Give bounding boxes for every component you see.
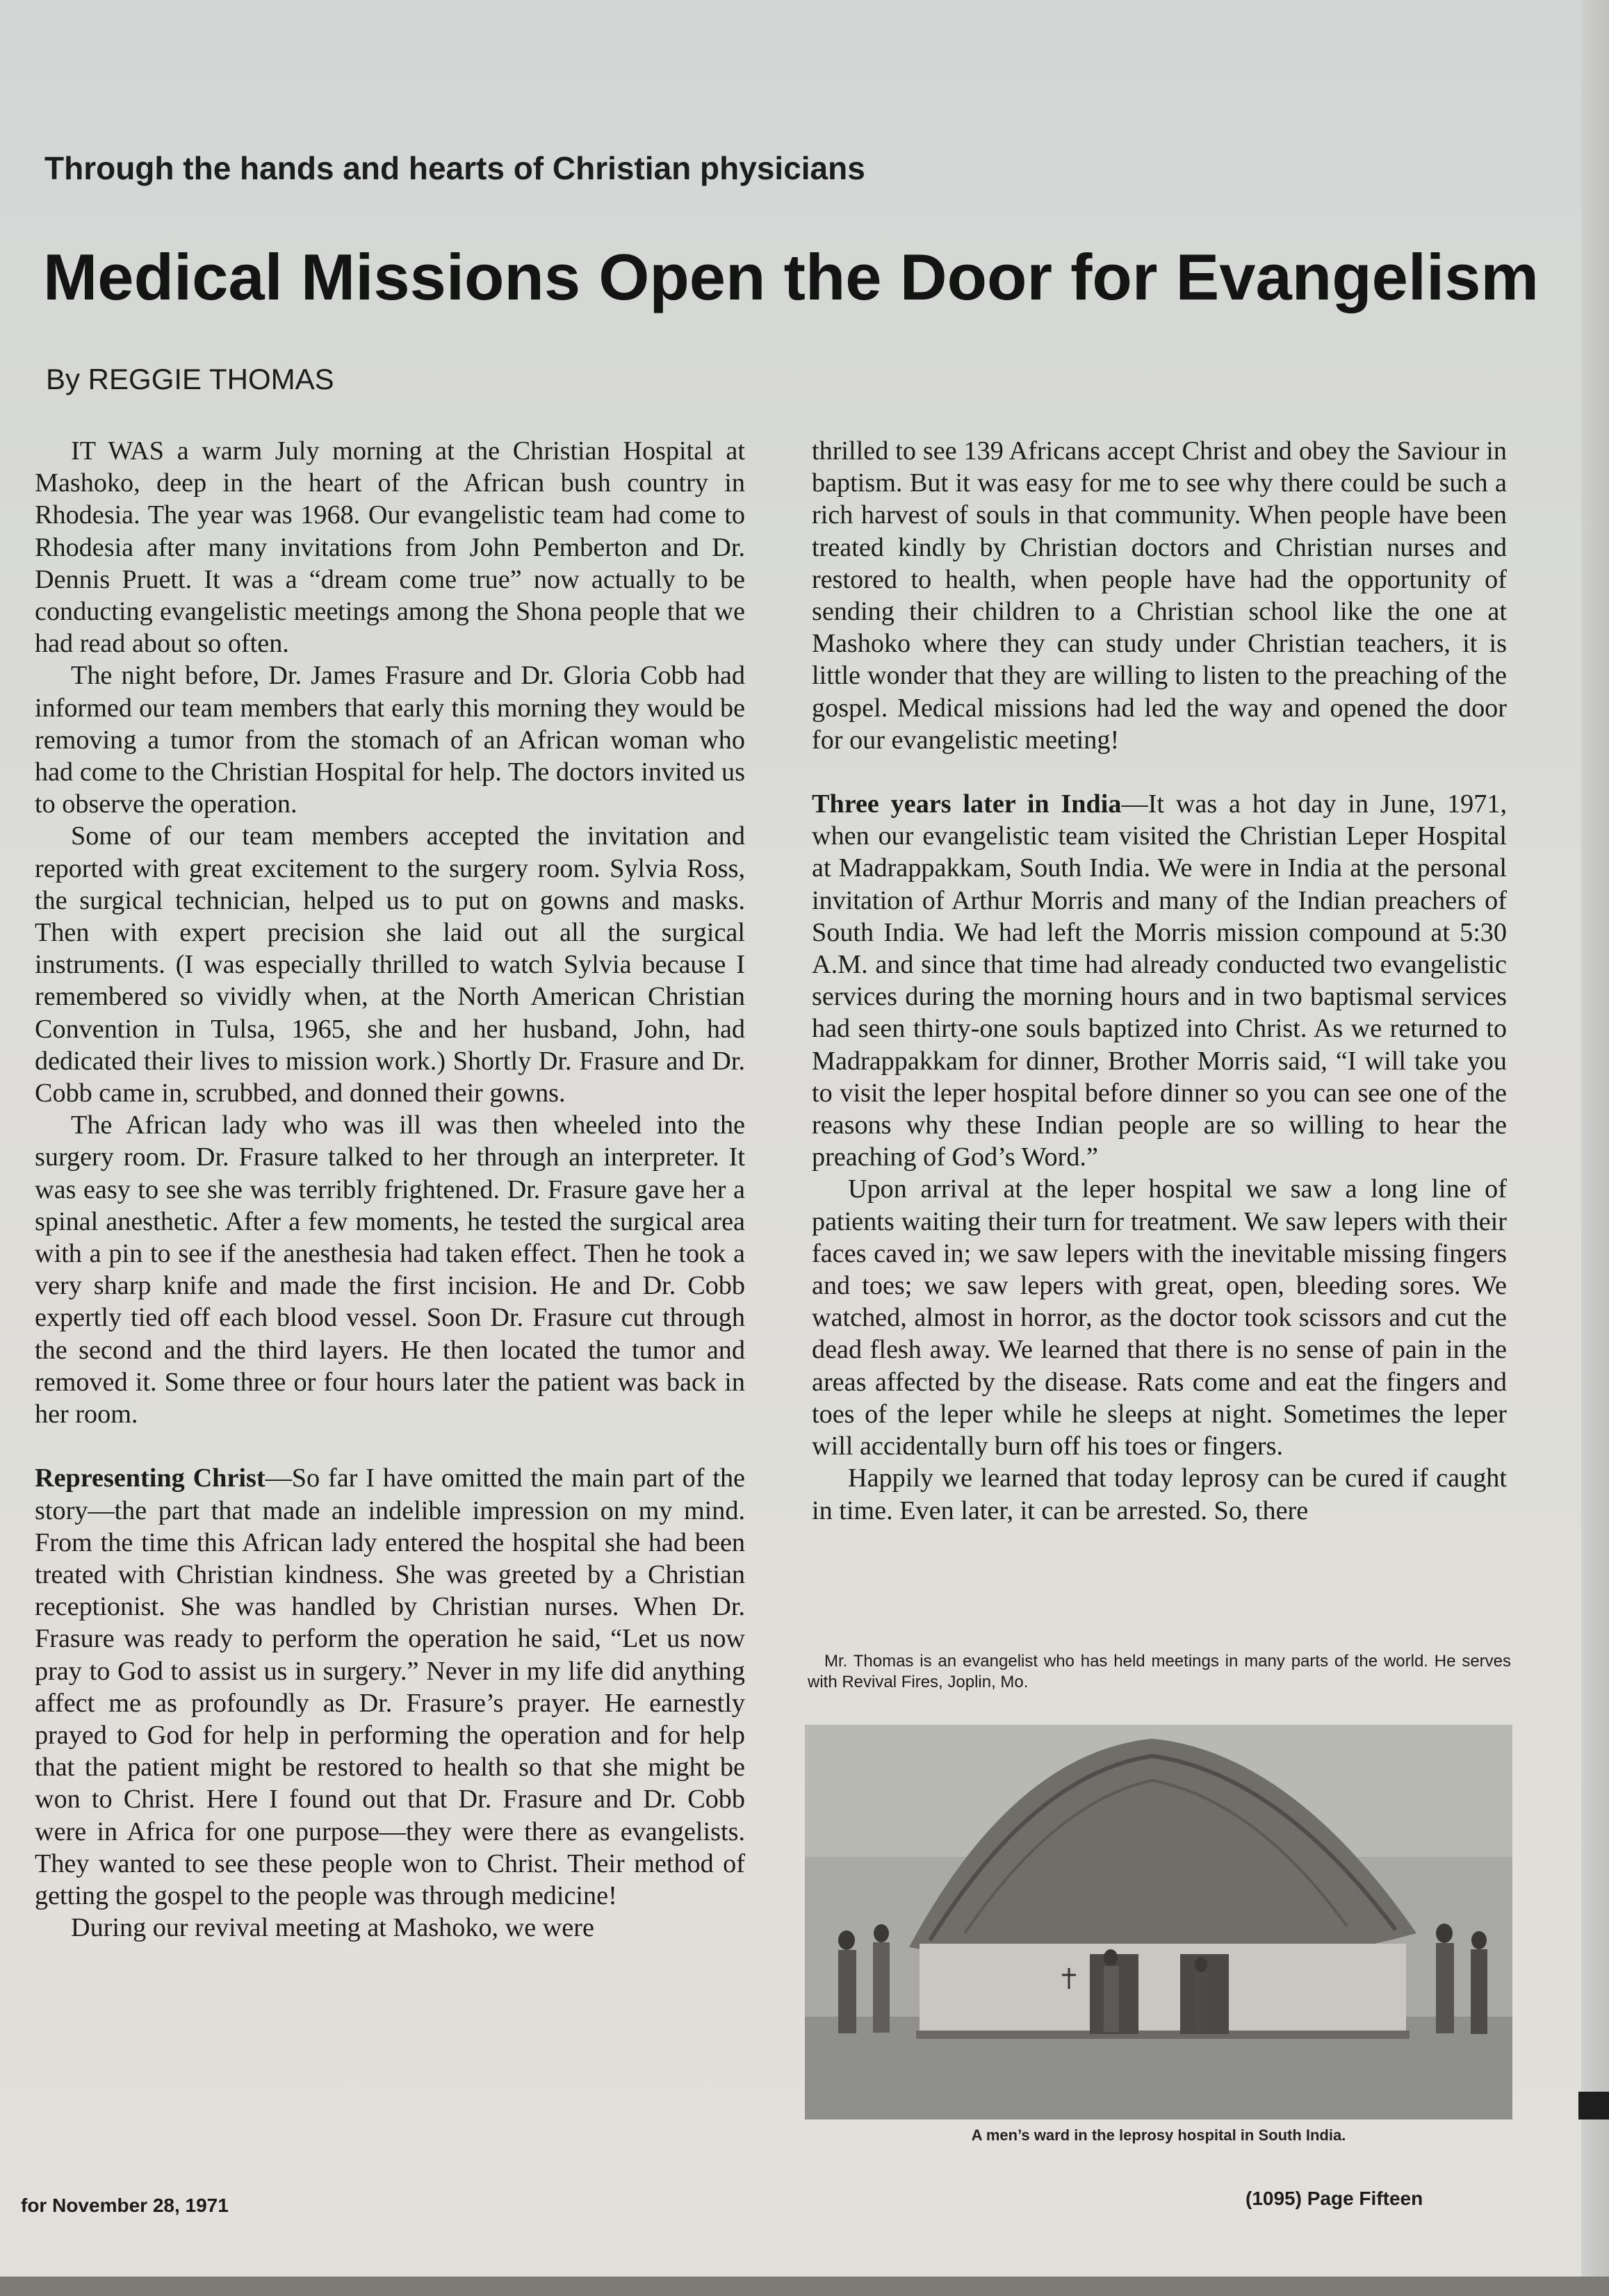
section-heading: Representing Christ [35,1463,266,1493]
paragraph: IT WAS a warm July morning at the Christian Hospital at Mashoko, deep in the heart of the African bush country in Rhodesia. The year was 1968. Our evangelistic team had come to Rhodesia after many invitations from John Pemberton and Dr. Dennis Pruett. It was a “dream come true” now actually to be conducting evangelistic meetings among the Shona people that we had read about so often. [35,436,745,659]
author-note [808,1651,1511,1693]
photo-caption: A men’s ward in the leprosy hospital in South India. [971,2126,1346,2144]
article-byline: By REGGIE THOMAS [46,363,334,395]
paragraph: Upon arrival at the leper hospital we saw a long line of patients waiting their turn for treatment. We saw lepers with their faces caved in; we saw lepers with the inevitable missing fingers and toes; we saw lepers with great, open, bleeding sores. We watched, almost in horror, as the doctor took scissors and cut the dead flesh away. We learned that there is no sense of pain in the areas affected by the disease. Rats come and eat the fingers and toes of the leper while he sleeps at night. Sometimes the leper will accidentally burn off his toes or fingers. [812,1174,1507,1461]
paragraph: Some of our team members accepted the invitation and reported with great excitement to the surgery room. Sylvia Ross, the surgical technician, helped us to put on gowns and masks. Then with expert precision she laid out all the surgical instruments. (I was especially thrilled to watch Sylvia because I remembered so vividly when, at the North American Christian Convention in Tulsa, 1965, she and her husband, John, had dedicated their lives to mission work.) Shortly Dr. Frasure and Dr. Cobb came in, scrubbed, and donned their gowns. [35,821,745,1108]
page-tab-mark [1578,2092,1609,2119]
section-heading: Three years later in India [812,789,1122,819]
hut-photo-illustration [805,1725,1512,2119]
author-note-text: Mr. Thomas is an evangelist who has held meetings in many parts of the world. He serves with Revival Fires, Joplin, Mo. [808,1652,1511,1691]
page-edge-bottom [0,2277,1609,2296]
paragraph: During our revival meeting at Mashoko, we were [71,1913,594,1943]
article-title: Medical Missions Open the Door for Evangelism [43,240,1539,313]
section-paragraph [35,1462,745,1912]
section-body: —It was a hot day in June, 1971, when our evangelistic team visited the Christian Leper Hospital at Madrappakkam, South India. We were in India at the personal invitation of Arthur Morris and many of the Indian preachers of South India. We had left the Morris mission compound at 5:30 A.M. and since that time had already conducted two evangelistic services during the morning hours and in two baptismal services had seen thirty-one souls baptized into Christ. As we returned to Madrappakkam for dinner, Brother Morris said, “I will take you to visit the leper hospital before dinner so you can see one of the reasons why these Indian people are so willing to hear the preaching of God’s Word.” [812,789,1507,1172]
paragraph: thrilled to see 139 Africans accept Christ and obey the Saviour in baptism. But it was easy for me to see why there could be such a rich harvest of souls in that community. When people have been treated kindly by Christian doctors and Christian nurses and restored to health, when people have had the opportunity of sending their children to a Christian school like the one at Mashoko where they can study under Christian teachers, it is little wonder that they are willing to listen to the preaching of the gospel. Medical missions had led the way and opened the door for our evangelistic meeting! [812,436,1507,755]
footer-page-number: (1095) Page Fifteen [1245,2188,1423,2209]
article-kicker: Through the hands and hearts of Christian physicians [44,150,865,186]
section-body: —So far I have omitted the main part of the story—the part that made an indelible impression on my mind. From the time this African lady entered the hospital she had been treated with Christian kindness. She was greeted by a Christian receptionist. She was handled by Christian nurses. When Dr. Frasure was ready to perform the operation he said, “Let us now pray to God to assist us in surgery.” Never in my life did anything affect me as profoundly as Dr. Frasure’s prayer. He earnestly prayed to God for help in performing the operation and for help that the patient might be restored to health so that she might be won to Christ. Here I found out that Dr. Frasure and Dr. Cobb were in Africa for one purpose—they were there as evangelists. They wanted to see these people won to Christ. Their method of getting the gospel to the people was through medicine! [35,1463,746,1910]
paragraph: The night before, Dr. James Frasure and Dr. Gloria Cobb had informed our team members that early this morning they would be removing a tumor from the stomach of an African woman who had come to the Christian Hospital for help. The doctors invited us to observe the operation. [35,661,745,819]
section-paragraph [812,788,1507,1173]
right-column [812,435,1507,1527]
paragraph: Happily we learned that today leprosy can be cured if caught in time. Even later, it can be arrested. So, there [812,1463,1507,1525]
leprosy-ward-photo [805,1725,1512,2119]
footer-date: for November 28, 1971 [21,2195,229,2216]
left-column [35,435,745,1944]
paragraph: The African lady who was ill was then wheeled into the surgery room. Dr. Frasure talked to her through an interpreter. It was easy to see she was terribly frightened. Dr. Frasure gave her a spinal anesthetic. After a few moments, he tested the surgical area with a pin to see if the anesthesia had taken effect. Then he took a very sharp knife and made the first incision. He and Dr. Cobb expertly tied off each blood vessel. Soon Dr. Frasure cut through the second and the third layers. He then located the tumor and removed it. Some three or four hours later the patient was back in her room. [35,1110,745,1429]
page-edge-right [1581,0,1609,2296]
